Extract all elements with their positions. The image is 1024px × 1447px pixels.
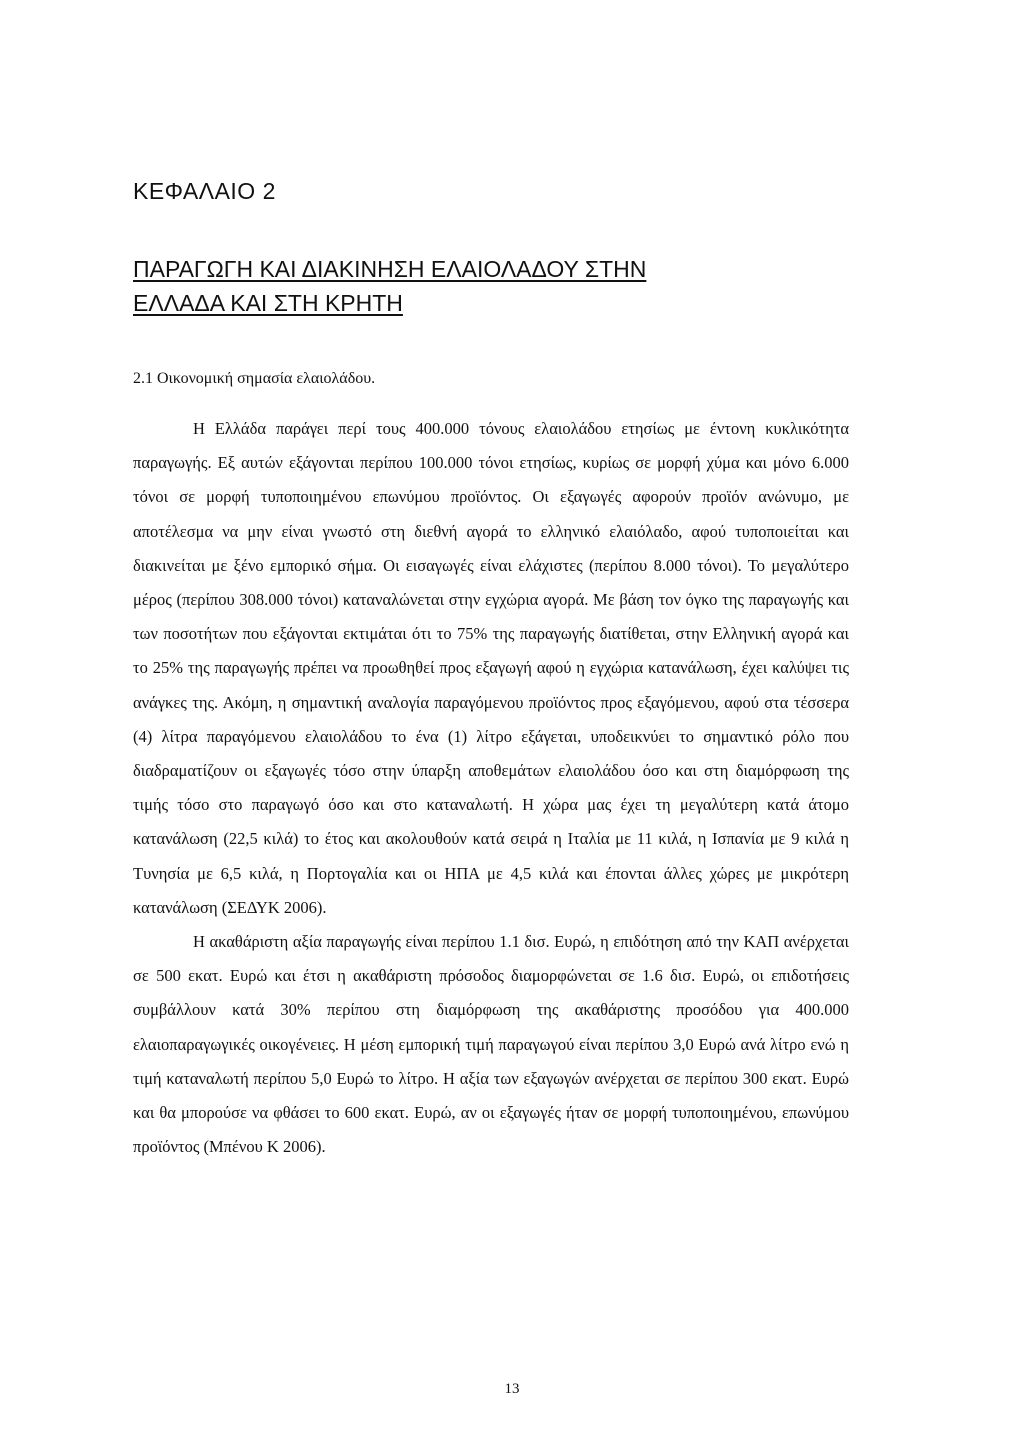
section-heading: 2.1 Οικονομική σημασία ελαιολάδου. [133,370,376,387]
paragraph: Η Ελλάδα παράγει περί τους 400.000 τόνους ελαιολάδου ετησίως με έντονη κυκλικότητα παραγωγής. Εξ αυτών εξάγονται περίπου 100.000 τόνοι ετησίως, κυρίως σε μορφή χύμα και μόνο 6.000 τόνοι σε μορφή τυποποιημένου επωνύμου προϊόντος. Οι εξαγωγές αφορούν προϊόν ανώνυμο, με αποτέλεσμα να μην είναι γνωστό στη διεθνή αγορά το ελληνικό ελαιόλαδο, αφού τυποποιείται και διακινείται με ξένο εμπορικό σήμα. Οι εισαγωγές είναι ελάχιστες (περίπου 8.000 τόνοι). Το μεγαλύτερο μέρος (περίπου 308.000 τόνοι) καταναλώνεται στην εγχώρια αγορά. Με βάση τον όγκο της παραγωγής και των ποσοτήτων που εξάγονται εκτιμάται ότι το 75% της παραγωγής διατίθεται, στην Ελληνική αγορά και το 25% της παραγωγής πρέπει να προωθηθεί προς εξαγωγή αφού η εγχώρια κατανάλωση, έχει καλύψει τις ανάγκες της. Ακόμη, η σημαντική αναλογία παραγόμενου προϊόντος προς εξαγόμενου, αφού στα τέσσερα (4) λίτρα παραγόμενου ελαιολάδου το ένα (1) λίτρο εξάγεται, υποδεικνύει το σημαντικό ρόλο που διαδραματίζουν οι εξαγωγές τόσο στην ύπαρξη αποθεμάτων ελαιολάδου όσο και στη διαμόρφωση της τιμής τόσο στο παραγωγό όσο και στο καταναλωτή. Η χώρα μας έχει τη μεγαλύτερη κατά άτομο κατανάλωση (22,5 κιλά) το έτος και ακολουθούν κατά σειρά η Ιταλία με 11 κιλά, η Ισπανία με 9 κιλά η Τυνησία με 6,5 κιλά, η Πορτογαλία και οι ΗΠΑ με 4,5 κιλά και έπονται άλλες χώρες με μικρότερη κατανάλωση (ΣΕΔΥΚ 2006). [133,419,849,917]
chapter-title [133,252,853,320]
chapter-title-line: ΠΑΡΑΓΩΓΗ ΚΑΙ ΔΙΑΚΙΝΗΣΗ ΕΛΑΙΟΛΑΔΟΥ ΣΤΗΝ [133,256,647,282]
paragraph: Η ακαθάριστη αξία παραγωγής είναι περίπου 1.1 δισ. Ευρώ, η επιδότηση από την ΚΑΠ ανέρχεται σε 500 εκατ. Ευρώ και έτσι η ακαθάριστη πρόσοδος διαμορφώνεται σε 1.6 δισ. Ευρώ, οι επιδοτήσεις συμβάλλουν κατά 30% περίπου στη διαμόρφωση της ακαθάριστης προσόδου για 400.000 ελαιοπαραγωγικές οικογένειες. Η μέση εμπορική τιμή παραγωγού είναι περίπου 3,0 Ευρώ ανά λίτρο ενώ η τιμή καταναλωτή περίπου 5,0 Ευρώ το λίτρο. Η αξία των εξαγωγών ανέρχεται σε περίπου 300 εκατ. Ευρώ και θα μπορούσε να φθάσει το 600 εκατ. Ευρώ, αν οι εξαγωγές ήταν σε μορφή τυποποιημένου, επωνύμου προϊόντος (Μπένου Κ 2006). [133,932,849,1157]
chapter-heading: ΚΕΦΑΛΑΙΟ 2 [133,178,276,204]
chapter-title-line: ΕΛΛΑΔΑ ΚΑΙ ΣΤΗ ΚΡΗΤΗ [133,290,403,316]
page-number: 13 [504,1381,520,1397]
body-text [133,412,849,1164]
